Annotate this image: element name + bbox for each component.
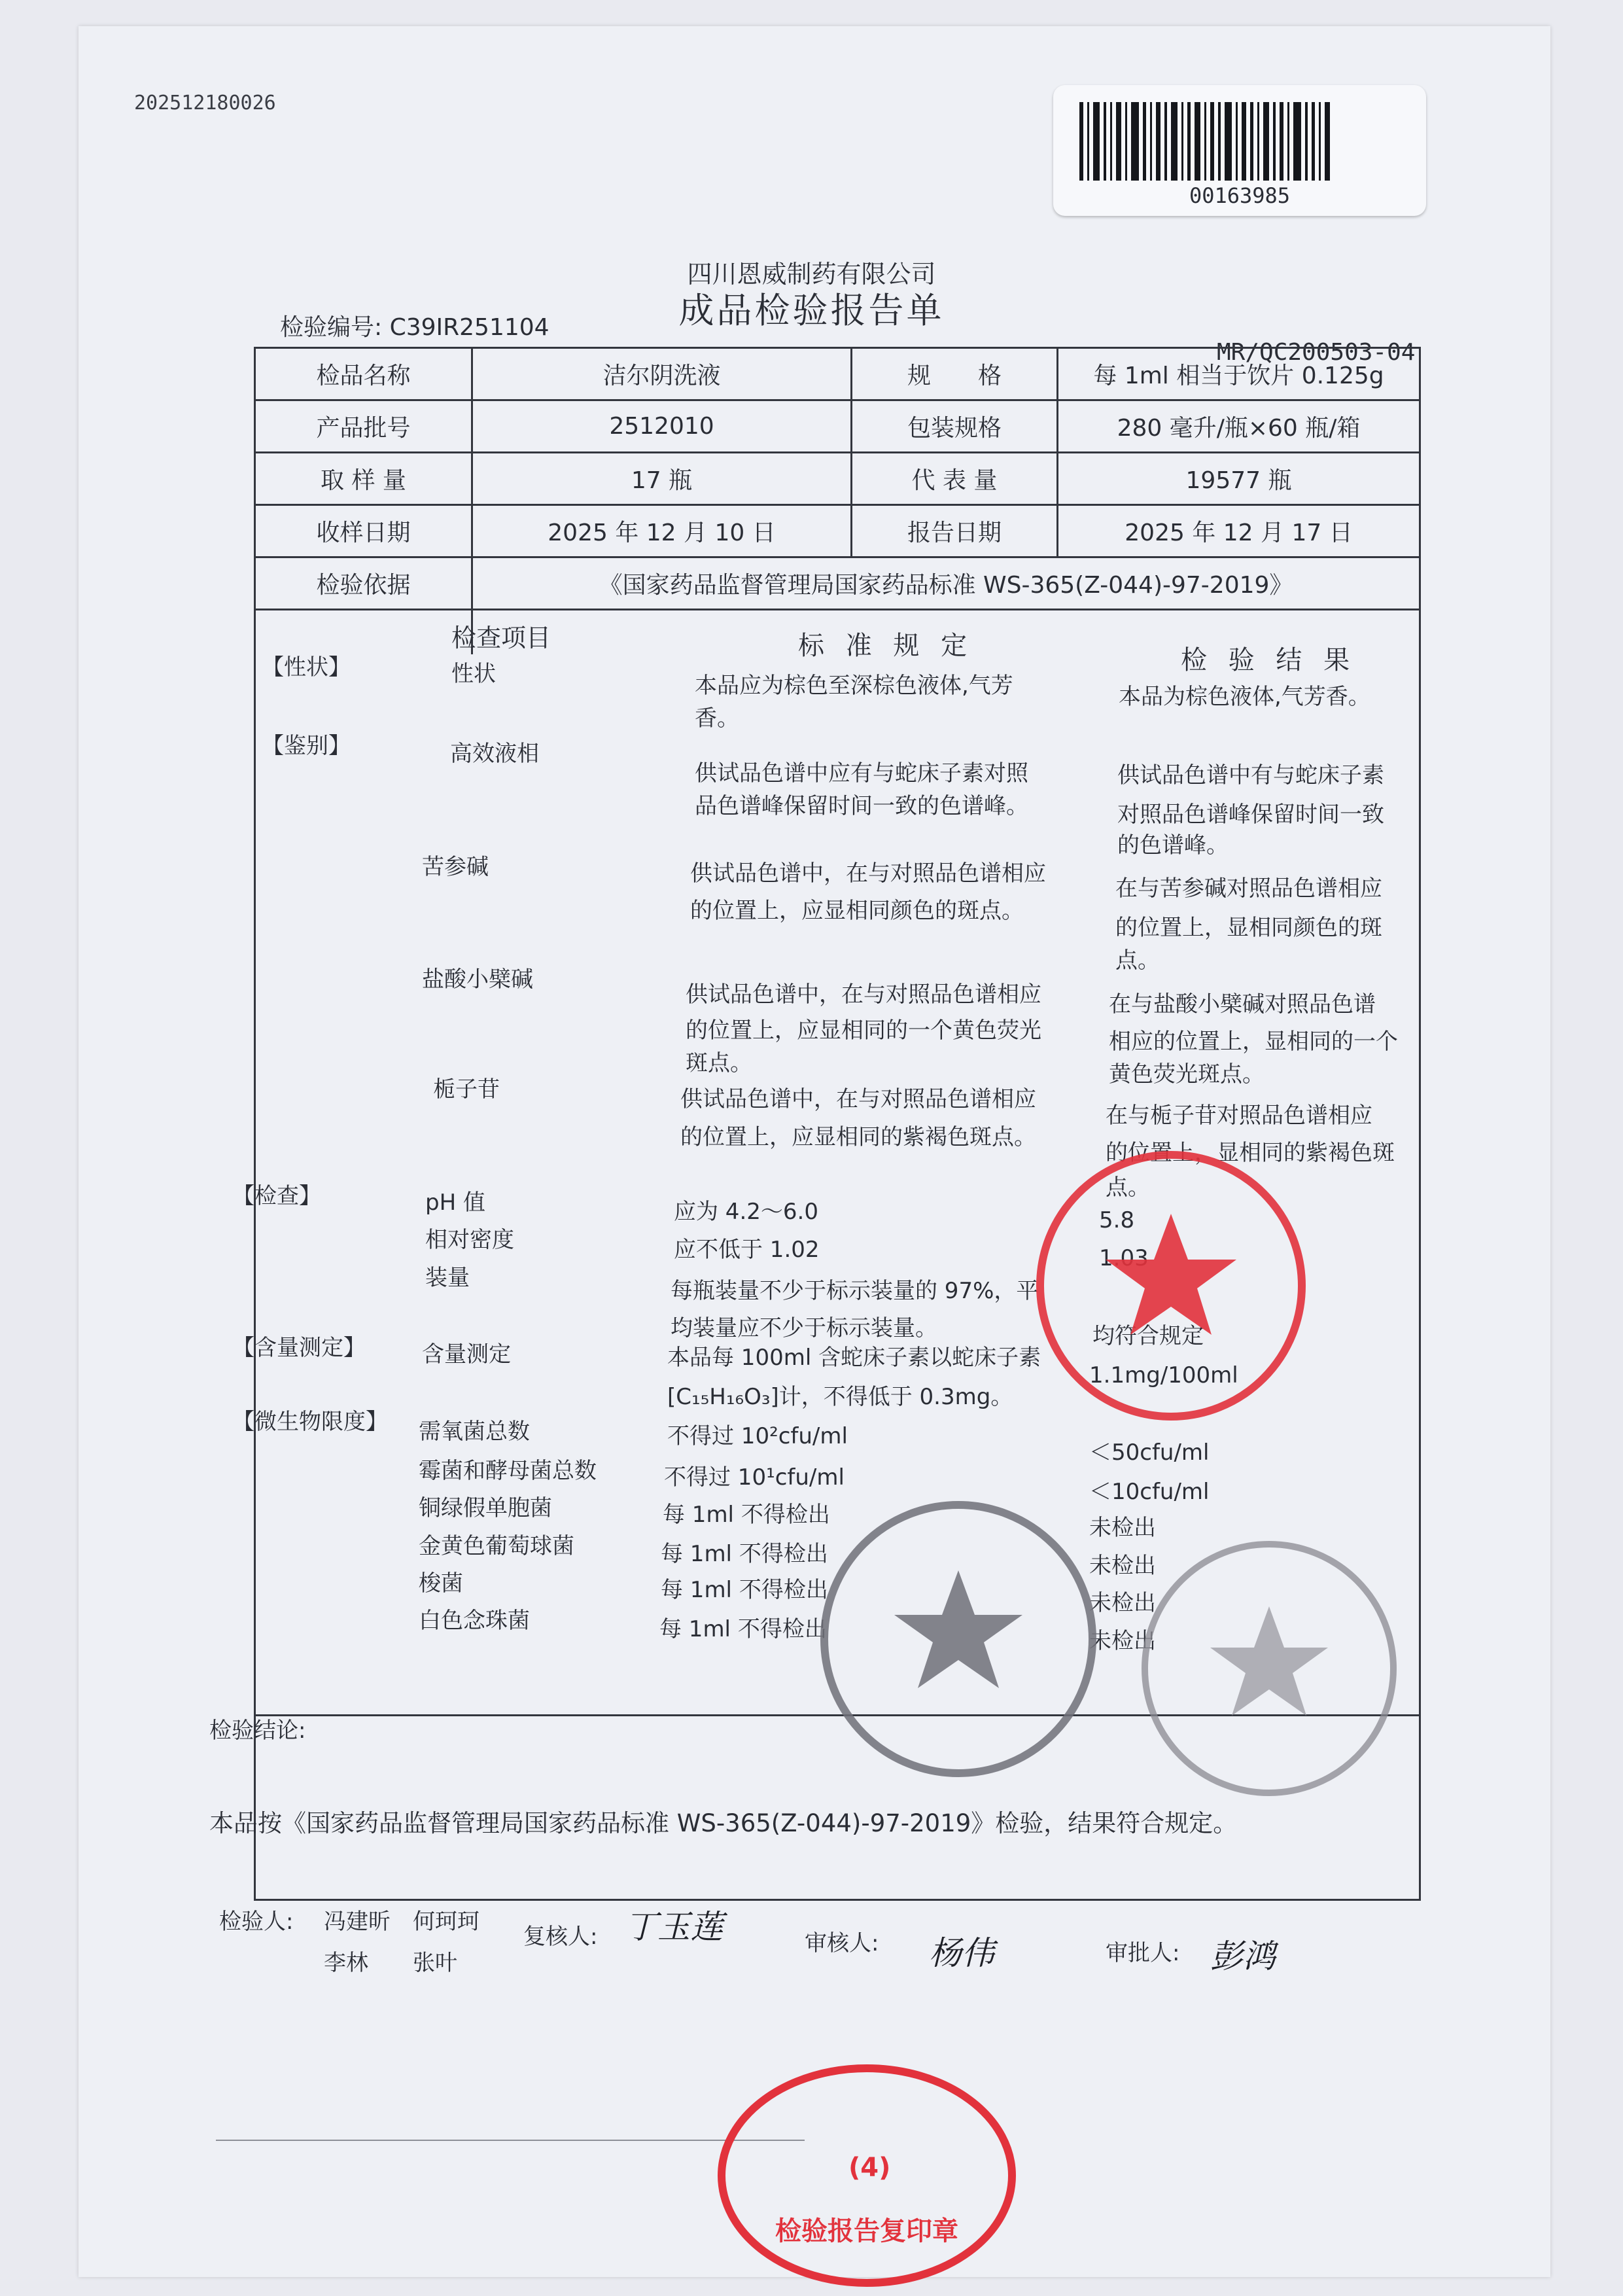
red-quality-seal-graphic: [1034, 1148, 1308, 1423]
form-code: MR/QC200503-04: [1217, 339, 1416, 366]
barcode-bar: [1218, 102, 1221, 181]
col-header-item: 检查项目: [451, 624, 551, 652]
res-hplc-1: 供试品色谱中有与蛇床子素: [1117, 762, 1384, 788]
gray-inspection-seal: [1138, 1538, 1400, 1799]
res-pseudomonas: 未检出: [1089, 1515, 1156, 1541]
barcode-bars: [1079, 102, 1400, 181]
item-candida: 白色念珠菌: [419, 1608, 530, 1634]
barcode-bar: [1325, 102, 1330, 181]
report-title: 成品检验报告单: [678, 290, 945, 331]
report-number: 检验编号: C39IR251104: [280, 314, 550, 341]
res-geniposide-2: 的位置上，显相同的紫褐色斑: [1106, 1140, 1395, 1166]
res-aerobic: ＜50cfu/ml: [1089, 1439, 1210, 1466]
barcode-bar: [1319, 102, 1321, 181]
std-appearance-2: 香。: [695, 705, 739, 732]
barcode-bar: [1210, 102, 1214, 181]
label-receive-date: 收样日期: [316, 520, 411, 546]
res-matrine-2: 的位置上，显相同颜色的斑: [1115, 915, 1382, 941]
copy-stamp-footer: 检验报告复印章: [775, 2216, 958, 2246]
res-assay: 1.1mg/100ml: [1089, 1362, 1238, 1388]
barcode-bar: [1143, 102, 1146, 181]
barcode-bar: [1263, 102, 1269, 181]
label-sample-qty: 取 样 量: [321, 467, 406, 494]
res-ph: 5.8: [1099, 1207, 1135, 1233]
gray-quality-seal: [818, 1498, 1099, 1780]
company-name: 四川恩威制药有限公司: [687, 260, 936, 289]
label-package: 包装规格: [907, 415, 1002, 442]
item-pseudomonas: 铜绿假单胞菌: [419, 1495, 552, 1521]
value-package: 280 毫升/瓶×60 瓶/箱: [1117, 415, 1361, 442]
barcode-bar: [1087, 102, 1089, 181]
item-fill: 装量: [425, 1265, 470, 1291]
item-appearance: 性状: [451, 661, 496, 687]
barcode-number: 00163985: [1189, 183, 1291, 208]
res-berberine-2: 相应的位置上，显相同的一个: [1109, 1029, 1398, 1055]
copy-stamp-number: (4): [848, 2153, 891, 2183]
section-assay: 【含量测定】: [232, 1335, 366, 1361]
item-assay: 含量测定: [422, 1341, 511, 1368]
std-clostridium: 每 1ml 不得检出: [661, 1577, 828, 1603]
std-density: 应不低于 1.02: [674, 1237, 820, 1263]
auditor-signature: 杨伟: [929, 1934, 994, 1972]
std-candida: 每 1ml 不得检出: [659, 1616, 827, 1642]
std-geniposide-1: 供试品色谱中，在与对照品色谱相应: [680, 1086, 1036, 1112]
barcode-bar: [1242, 102, 1246, 181]
item-aerobic: 需氧菌总数: [419, 1419, 530, 1445]
std-berberine-1: 供试品色谱中，在与对照品色谱相应: [686, 981, 1041, 1008]
value-basis: 《国家药品监督管理局国家药品标准 WS-365(Z-044)-97-2019》: [599, 572, 1293, 599]
barcode-bar: [1150, 102, 1152, 181]
barcode-bar: [1110, 102, 1112, 181]
barcode-bar: [1125, 102, 1127, 181]
res-staph: 未检出: [1089, 1553, 1156, 1579]
res-clostridium: 未检出: [1089, 1590, 1156, 1616]
barcode-bar: [1250, 102, 1253, 181]
section-identification: 【鉴别】: [262, 733, 351, 759]
value-rep-qty: 19577 瓶: [1185, 467, 1292, 494]
barcode-bar: [1312, 102, 1315, 181]
gray-quality-seal-graphic: [818, 1498, 1099, 1780]
item-hplc: 高效液相: [450, 741, 539, 767]
res-berberine-3: 黄色荧光斑点。: [1109, 1061, 1265, 1087]
std-fill-2: 均装量应不少于标示装量。: [671, 1315, 937, 1341]
res-fill: 均符合规定: [1092, 1323, 1204, 1349]
res-hplc-2: 对照品色谱峰保留时间一致: [1117, 802, 1384, 828]
value-batch: 2512010: [609, 413, 714, 440]
barcode-bar: [1156, 102, 1161, 181]
item-ph: pH 值: [425, 1190, 485, 1216]
conclusion-text: 本品按《国家药品监督管理局国家药品标准 WS-365(Z-044)-97-2019》检验，结果符合规定。: [209, 1809, 1238, 1837]
inspectors-line2: 李林 张叶: [324, 1950, 457, 1976]
std-assay-2: [C₁₅H₁₆O₃]计，不得低于 0.3mg。: [667, 1384, 1013, 1410]
std-appearance-1: 本品应为棕色至深棕色液体,气芳: [695, 673, 1013, 699]
section-appearance: 【性状】: [262, 654, 351, 680]
barcode-bar: [1116, 102, 1121, 181]
barcode-bar: [1093, 102, 1100, 181]
reviewer-signature: 丁玉莲: [625, 1908, 723, 1946]
barcode-bar: [1171, 102, 1178, 181]
std-aerobic: 不得过 10²cfu/ml: [667, 1423, 848, 1449]
barcode-bar: [1131, 102, 1139, 181]
label-spec: 规 格: [907, 362, 1002, 389]
label-rep-qty: 代 表 量: [911, 467, 998, 494]
label-batch: 产品批号: [316, 415, 411, 442]
std-assay-1: 本品每 100ml 含蛇床子素以蛇床子素: [667, 1345, 1041, 1371]
res-hplc-3: 的色谱峰。: [1117, 832, 1229, 858]
res-mold: ＜10cfu/ml: [1089, 1479, 1210, 1505]
value-report-date: 2025 年 12 月 17 日: [1125, 520, 1353, 546]
barcode-bar: [1187, 102, 1191, 181]
res-matrine-1: 在与苦参碱对照品色谱相应: [1115, 875, 1382, 902]
barcode-bar: [1293, 102, 1301, 181]
std-matrine-2: 的位置上，应显相同颜色的斑点。: [690, 898, 1024, 924]
row-divider: [254, 609, 1421, 610]
gray-inspection-seal-graphic: [1138, 1538, 1400, 1799]
auditor-label: 审核人:: [805, 1930, 879, 1956]
barcode-bar: [1287, 102, 1289, 181]
res-geniposide-3: 点。: [1106, 1174, 1150, 1201]
value-sample-qty: 17 瓶: [631, 467, 693, 494]
std-ph: 应为 4.2～6.0: [674, 1199, 818, 1225]
res-matrine-3: 点。: [1115, 947, 1160, 974]
std-pseudomonas: 每 1ml 不得检出: [663, 1502, 830, 1528]
inspector-label: 检验人:: [219, 1909, 294, 1935]
label-report-date: 报告日期: [907, 520, 1002, 546]
barcode-bar: [1225, 102, 1232, 181]
res-geniposide-1: 在与栀子苷对照品色谱相应: [1106, 1103, 1372, 1129]
item-clostridium: 梭菌: [419, 1570, 463, 1597]
red-quality-seal: [1034, 1148, 1308, 1423]
item-matrine: 苦参碱: [422, 854, 489, 880]
col-header-standard: 标 准 规 定: [798, 631, 974, 661]
barcode-bar: [1273, 102, 1276, 181]
label-basis: 检验依据: [316, 572, 411, 599]
section-check: 【检查】: [232, 1183, 321, 1209]
std-matrine-1: 供试品色谱中，在与对照品色谱相应: [690, 860, 1046, 887]
std-geniposide-2: 的位置上，应显相同的紫褐色斑点。: [680, 1124, 1036, 1150]
barcode-bar: [1104, 102, 1106, 181]
barcode-bar: [1236, 102, 1238, 181]
std-fill-1: 每瓶装量不少于标示装量的 97%，平: [671, 1278, 1039, 1304]
barcode-bar: [1079, 102, 1083, 181]
value-receive-date: 2025 年 12 月 10 日: [548, 520, 776, 546]
barcode-label: [1053, 85, 1426, 216]
section-micro: 【微生物限度】: [232, 1409, 388, 1435]
res-density: 1.03: [1099, 1245, 1149, 1271]
item-staph: 金黄色葡萄球菌: [419, 1533, 574, 1559]
value-product-name: 洁尔阴洗液: [602, 362, 721, 389]
std-hplc-2: 品色谱峰保留时间一致的色谱峰。: [695, 793, 1028, 819]
item-berberine: 盐酸小檗碱: [422, 966, 533, 993]
res-berberine-1: 在与盐酸小檗碱对照品色谱: [1109, 991, 1376, 1017]
approver-signature: 彭鸿: [1210, 1937, 1276, 1975]
barcode-bar: [1257, 102, 1259, 181]
std-hplc-1: 供试品色谱中应有与蛇床子素对照: [695, 760, 1028, 786]
res-appearance-1: 本品为棕色液体,气芳香。: [1119, 684, 1370, 710]
item-mold: 霉菌和酵母菌总数: [419, 1458, 597, 1484]
std-mold: 不得过 10¹cfu/ml: [664, 1464, 845, 1491]
barcode-bar: [1181, 102, 1183, 181]
std-staph: 每 1ml 不得检出: [661, 1541, 828, 1567]
value-spec: 每 1ml 相当于饮片 0.125g: [1093, 362, 1384, 389]
document-id: 202512180026: [134, 92, 276, 115]
barcode-bar: [1305, 102, 1308, 181]
barcode-bar: [1204, 102, 1206, 181]
item-density: 相对密度: [425, 1227, 514, 1253]
conclusion-label: 检验结论:: [209, 1718, 306, 1744]
label-product-name: 检品名称: [316, 362, 411, 389]
reviewer-label: 复核人:: [523, 1924, 598, 1950]
approver-label: 审批人:: [1106, 1940, 1180, 1966]
barcode-bar: [1164, 102, 1167, 181]
inspectors-line1: 冯建昕 何珂珂: [324, 1909, 480, 1935]
barcode-bar: [1195, 102, 1200, 181]
std-berberine-3: 斑点。: [686, 1050, 752, 1076]
res-candida: 未检出: [1089, 1628, 1156, 1654]
item-geniposide: 栀子苷: [433, 1076, 500, 1103]
barcode-bar: [1280, 102, 1283, 181]
std-berberine-2: 的位置上，应显相同的一个黄色荧光: [686, 1017, 1041, 1044]
col-header-result: 检 验 结 果: [1181, 645, 1357, 675]
